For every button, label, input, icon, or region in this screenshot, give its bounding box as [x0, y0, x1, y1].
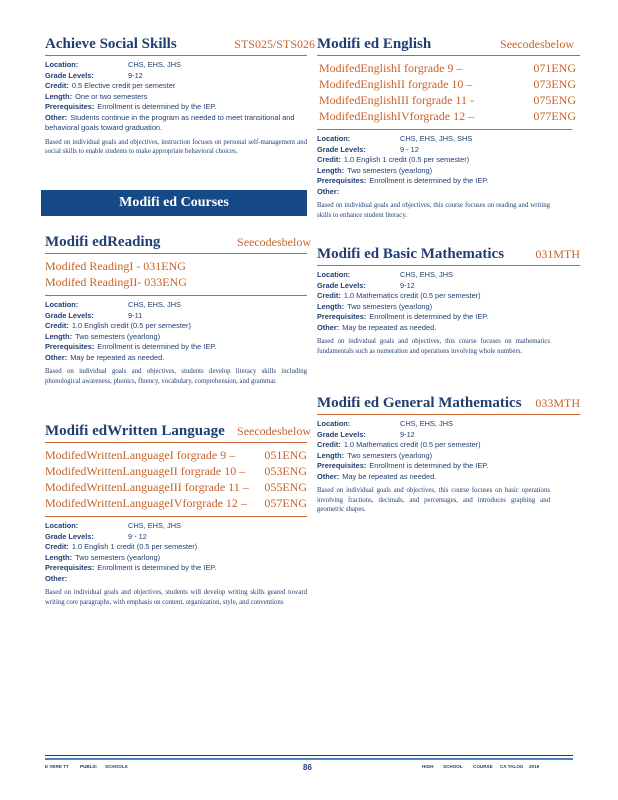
course-number: 073ENG — [533, 77, 576, 91]
location-label: Location: — [317, 270, 351, 279]
length-label: Length: — [45, 331, 73, 341]
other-label: Other: — [45, 352, 68, 362]
section-title: Modifi ed General Mathematics — [317, 395, 522, 411]
other-value: May be repeated as needed. — [70, 352, 165, 362]
grade-label: Grade Levels: — [317, 144, 366, 154]
credit-value: 1.0 Mathematics credit (0.5 per semester) — [343, 291, 481, 300]
section-title: Achieve Social Skills — [45, 36, 177, 52]
list-item — [45, 274, 307, 290]
section-title: Modifi ed Basic Mathematics — [317, 246, 505, 262]
location-value: CHS, EHS, JHS, SHS — [400, 134, 473, 143]
length-label: Length: — [317, 301, 345, 311]
other-label: Other: — [317, 322, 340, 332]
course-info — [317, 419, 580, 482]
list-item — [319, 92, 576, 108]
grade-value: 9-12 — [400, 280, 415, 290]
footer-schools: SCHOOLS — [105, 764, 128, 769]
location-value: CHS, EHS, JHS — [400, 270, 453, 279]
course-info — [45, 300, 307, 363]
section-modified-english — [317, 36, 580, 220]
prereq-value: Enrollment is determined by the IEP. — [369, 461, 489, 470]
course-description: Based on individual goals and objectives, this course focuses on reading and writing skills to enhance student literacy. — [317, 202, 550, 219]
course-name: ModifedEnglishIVforgrade 12 – — [319, 109, 475, 123]
footer-course: COURSE — [473, 764, 493, 769]
length-label: Length: — [317, 165, 345, 175]
course-info — [317, 270, 580, 333]
prereq-label: Prerequisites: — [45, 563, 95, 572]
course-list — [319, 60, 576, 124]
divider — [45, 516, 307, 517]
length-label: Length: — [45, 91, 73, 101]
list-item — [319, 76, 576, 92]
course-name: ModifedEnglishII forgrade 10 – — [319, 77, 473, 91]
prereq-value: Enrollment is determined by the IEP. — [97, 563, 217, 572]
footer-divider-accent — [45, 758, 573, 760]
course-list — [45, 447, 307, 511]
course-number: 053ENG — [264, 464, 307, 478]
section-title: Modifi edWritten Language — [45, 423, 225, 439]
location-label: Location: — [45, 60, 79, 69]
grade-value: 9 - 12 — [128, 531, 147, 541]
credit-value: 1.0 Mathematics credit (0.5 per semester) — [343, 440, 481, 449]
course-number: 075ENG — [533, 93, 576, 107]
course-code: STS025/STS026 — [234, 37, 315, 51]
length-value: One or two semesters — [75, 91, 148, 101]
length-value: Two semesters (yearlong) — [75, 552, 161, 562]
list-item — [319, 60, 576, 76]
course-info — [45, 521, 307, 584]
length-label: Length: — [45, 552, 73, 562]
other-label: Other: — [45, 112, 68, 122]
section-header — [317, 246, 580, 263]
course-name: ModifedWrittenLanguageIII forgrade 11 – — [45, 480, 249, 494]
prereq-label: Prerequisites: — [317, 176, 367, 185]
course-description: Based on individual goals and objectives, this course focuses on mathematics fundamentals such as numeration and operations involving whole numbers. — [317, 338, 550, 355]
divider — [45, 253, 307, 254]
length-value: Two semesters (yearlong) — [347, 165, 433, 175]
location-label: Location: — [45, 300, 79, 309]
section-title: Modifi ed English — [317, 36, 432, 52]
course-name: Modifed ReadingI - 031ENG — [45, 259, 186, 273]
footer-catalog: CA TALOG — [500, 764, 524, 769]
course-number: 071ENG — [533, 61, 576, 75]
list-item — [45, 463, 307, 479]
course-description: Based on individual goals and objectives, instruction focuses on personal self-management and social skills to enable students to make appropriate behavioral choices. — [45, 138, 307, 155]
prereq-label: Prerequisites: — [45, 102, 95, 111]
section-modified-basic-mathematics — [317, 246, 580, 356]
footer-divider — [45, 755, 573, 756]
credit-label: Credit: — [45, 81, 69, 90]
credit-value: 1.0 English 1 credit (0.5 per semester) — [343, 155, 470, 164]
section-header — [317, 395, 580, 412]
course-info — [317, 134, 580, 197]
course-name: Modifed ReadingII- 033ENG — [45, 275, 187, 289]
credit-label: Credit: — [317, 291, 341, 300]
grade-label: Grade Levels: — [45, 70, 94, 80]
section-header — [45, 423, 311, 440]
divider — [317, 265, 580, 266]
footer-year: 2019 — [529, 764, 540, 769]
section-modified-reading — [45, 234, 311, 386]
course-code: Seecodesbelow — [500, 37, 574, 51]
section-modified-general-mathematics — [317, 395, 580, 515]
page-number: 86 — [303, 763, 312, 772]
course-code: 033MTH — [535, 396, 580, 410]
prereq-value: Enrollment is determined by the IEP. — [97, 342, 217, 351]
divider — [317, 414, 580, 415]
grade-value: 9-12 — [128, 70, 143, 80]
grade-label: Grade Levels: — [317, 280, 366, 290]
divider — [45, 295, 307, 296]
modified-courses-banner: Modifi ed Courses — [41, 190, 307, 216]
grade-label: Grade Levels: — [45, 531, 94, 541]
prereq-value: Enrollment is determined by the IEP. — [369, 176, 489, 185]
course-name: ModifedEnglishIII forgrade 11 - — [319, 93, 474, 107]
credit-value: 1.0 English credit (0.5 per semester) — [71, 321, 191, 330]
course-name: ModifedWrittenLanguageIVforgrade 12 – — [45, 496, 247, 510]
course-number: 057ENG — [264, 496, 307, 510]
divider — [45, 55, 307, 56]
course-description: Based on individual goals and objectives, students develop literacy skills including phonological awareness, phonics, fluency, vocabulary, comprehension, and grammar. — [45, 368, 307, 385]
other-value: May be repeated as needed. — [342, 471, 437, 481]
grade-label: Grade Levels: — [45, 310, 94, 320]
course-code: Seecodesbelow — [237, 235, 311, 249]
section-title: Modifi edReading — [45, 234, 161, 250]
course-code: 031MTH — [535, 247, 580, 261]
credit-value: 1.0 English 1 credit (0.5 per semester) — [71, 542, 198, 551]
prereq-value: Enrollment is determined by the IEP. — [369, 312, 489, 321]
course-name: ModifedEnglishI forgrade 9 – — [319, 61, 463, 75]
course-number: 051ENG — [264, 448, 307, 462]
footer-district: E VERE TT — [45, 764, 69, 769]
length-value: Two semesters (yearlong) — [347, 301, 433, 311]
divider — [317, 55, 580, 56]
prereq-label: Prerequisites: — [317, 312, 367, 321]
location-value: CHS, EHS, JHS — [128, 60, 181, 69]
divider — [45, 442, 307, 443]
grade-value: 9 - 12 — [400, 144, 419, 154]
footer-school: SCHOOL — [443, 764, 463, 769]
credit-value: 0.5 Elective credit per semester — [71, 81, 176, 90]
location-value: CHS, EHS, JHS — [128, 521, 181, 530]
course-name: ModifedWrittenLanguageII forgrade 10 – — [45, 464, 246, 478]
prereq-label: Prerequisites: — [317, 461, 367, 470]
location-value: CHS, EHS, JHS — [128, 300, 181, 309]
list-item — [45, 258, 307, 274]
location-label: Location: — [317, 134, 351, 143]
grade-value: 9-12 — [400, 429, 415, 439]
other-value: May be repeated as needed. — [342, 322, 437, 332]
credit-label: Credit: — [317, 440, 341, 449]
footer-public: PUBLIC — [80, 764, 98, 769]
location-value: CHS, EHS, JHS — [400, 419, 453, 428]
course-description: Based on individual goals and objectives, students will develop writing skills geared toward writing core paragraphs, with emphasis on content, organization, style, and conventions — [45, 589, 307, 606]
credit-label: Credit: — [45, 321, 69, 330]
location-label: Location: — [317, 419, 351, 428]
course-name: ModifedWrittenLanguageI forgrade 9 – — [45, 448, 236, 462]
section-header — [45, 234, 311, 251]
other-value: Students continue in the program as needed to meet transitional and behavioral goals toward graduation. — [45, 112, 295, 132]
course-info — [45, 60, 307, 134]
divider — [317, 129, 572, 130]
section-modified-written-language — [45, 423, 311, 607]
length-label: Length: — [317, 450, 345, 460]
list-item — [45, 495, 307, 511]
grade-label: Grade Levels: — [317, 429, 366, 439]
list-item — [45, 447, 307, 463]
credit-label: Credit: — [45, 542, 69, 551]
prereq-label: Prerequisites: — [45, 342, 95, 351]
length-value: Two semesters (yearlong) — [75, 331, 161, 341]
credit-label: Credit: — [317, 155, 341, 164]
length-value: Two semesters (yearlong) — [347, 450, 433, 460]
other-label: Other: — [45, 573, 68, 583]
other-label: Other: — [317, 471, 340, 481]
other-label: Other: — [317, 186, 340, 196]
list-item — [45, 479, 307, 495]
list-item — [319, 108, 576, 124]
location-label: Location: — [45, 521, 79, 530]
footer-high: HIGH — [422, 764, 434, 769]
course-number: 055ENG — [264, 480, 307, 494]
section-header — [317, 36, 580, 53]
course-description: Based on individual goals and objectives, this course focuses on basic operations involving fractions, decimals, and percentages, and introduces graphing and geometric shapes. — [317, 487, 550, 513]
section-header — [45, 36, 315, 53]
prereq-value: Enrollment is determined by the IEP. — [97, 102, 217, 111]
course-list — [45, 258, 307, 290]
course-number: 077ENG — [533, 109, 576, 123]
course-code: Seecodesbelow — [237, 424, 311, 438]
grade-value: 9-11 — [128, 310, 143, 320]
section-achieve-social-skills — [45, 36, 315, 157]
